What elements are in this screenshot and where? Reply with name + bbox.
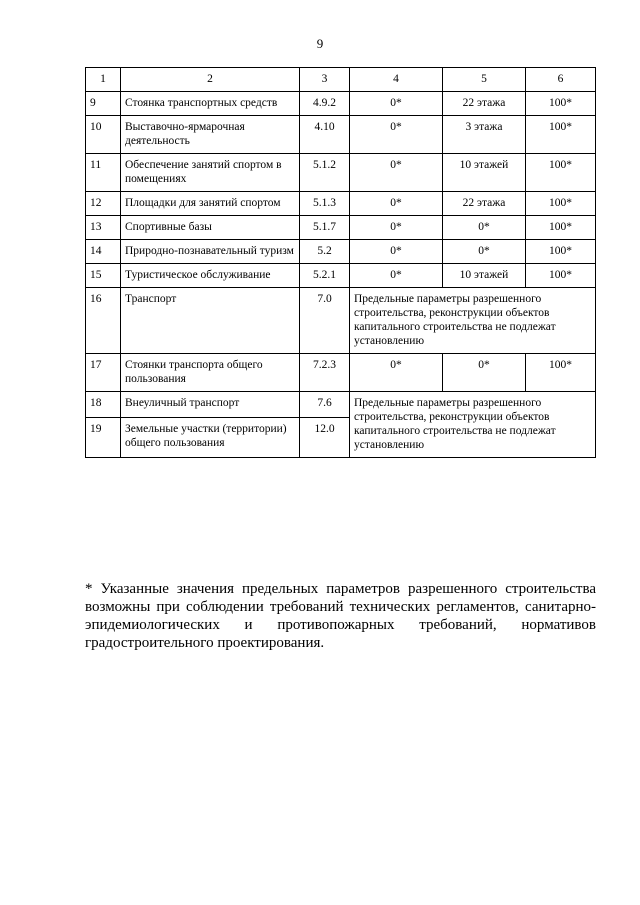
row-value-4: 0* [350, 240, 443, 264]
row-value-5: 22 этажа [443, 92, 526, 116]
row-name: Земельные участки (территории) общего пользования [121, 417, 300, 457]
row-value-5: 10 этажей [443, 154, 526, 192]
row-name: Стоянка транспортных средств [121, 92, 300, 116]
row-name: Туристическое обслуживание [121, 264, 300, 288]
row-value-4: 0* [350, 264, 443, 288]
table-row [86, 354, 596, 392]
row-value-5: 10 этажей [443, 264, 526, 288]
row-name: Внеуличный транспорт [121, 392, 300, 418]
header-cell: 6 [526, 68, 596, 92]
row-value-6: 100* [526, 192, 596, 216]
merged-note-cell: Предельные параметры разрешенного строительства, реконструкции объектов капитального строительства не подлежат установлению [350, 392, 596, 458]
row-value-6: 100* [526, 264, 596, 288]
table-row [86, 240, 596, 264]
row-number: 11 [86, 154, 121, 192]
row-value-6: 100* [526, 154, 596, 192]
row-name: Природно-познавательный туризм [121, 240, 300, 264]
row-code: 7.2.3 [300, 354, 350, 392]
row-value-6: 100* [526, 216, 596, 240]
header-cell: 5 [443, 68, 526, 92]
table-row [86, 288, 596, 354]
row-number: 19 [86, 417, 121, 457]
row-code: 12.0 [300, 417, 350, 457]
row-value-5: 3 этажа [443, 116, 526, 154]
table-row [86, 116, 596, 154]
row-value-5: 22 этажа [443, 192, 526, 216]
row-number: 13 [86, 216, 121, 240]
row-code: 4.10 [300, 116, 350, 154]
row-number: 12 [86, 192, 121, 216]
row-value-4: 0* [350, 192, 443, 216]
row-code: 5.1.3 [300, 192, 350, 216]
row-number: 17 [86, 354, 121, 392]
row-number: 14 [86, 240, 121, 264]
row-number: 16 [86, 288, 121, 354]
header-cell: 2 [121, 68, 300, 92]
row-number: 18 [86, 392, 121, 418]
row-code: 5.2.1 [300, 264, 350, 288]
table-row [86, 92, 596, 116]
table-row [86, 154, 596, 192]
row-name: Выставочно-ярмарочная деятельность [121, 116, 300, 154]
row-value-4: 0* [350, 216, 443, 240]
parameters-table [85, 67, 596, 458]
row-value-6: 100* [526, 354, 596, 392]
row-number: 15 [86, 264, 121, 288]
row-value-5: 0* [443, 240, 526, 264]
row-value-4: 0* [350, 116, 443, 154]
merged-note-cell: Предельные параметры разрешенного строительства, реконструкции объектов капитального строительства не подлежат установлению [350, 288, 596, 354]
row-value-6: 100* [526, 92, 596, 116]
row-value-5: 0* [443, 216, 526, 240]
row-code: 5.1.7 [300, 216, 350, 240]
row-code: 4.9.2 [300, 92, 350, 116]
row-value-5: 0* [443, 354, 526, 392]
table-header-row [86, 68, 596, 92]
row-code: 7.6 [300, 392, 350, 418]
row-value-4: 0* [350, 154, 443, 192]
footnote: * Указанные значения предельных параметров разрешенного строительства возможны при соблюдении требований технических регламентов, санитарно-эпидемиологических и противопожарных требований, нормативов градостроительного проектирования. [85, 581, 596, 651]
table-row [86, 216, 596, 240]
row-value-4: 0* [350, 354, 443, 392]
row-code: 7.0 [300, 288, 350, 354]
row-value-6: 100* [526, 240, 596, 264]
row-number: 9 [86, 92, 121, 116]
row-code: 5.2 [300, 240, 350, 264]
row-name: Площадки для занятий спортом [121, 192, 300, 216]
table-row [86, 192, 596, 216]
row-name: Спортивные базы [121, 216, 300, 240]
row-value-6: 100* [526, 116, 596, 154]
row-name: Транспорт [121, 288, 300, 354]
page-number: 9 [316, 36, 324, 51]
row-code: 5.1.2 [300, 154, 350, 192]
row-number: 10 [86, 116, 121, 154]
header-cell: 4 [350, 68, 443, 92]
row-name: Стоянки транспорта общего пользования [121, 354, 300, 392]
header-cell: 3 [300, 68, 350, 92]
table-row [86, 392, 596, 418]
header-cell: 1 [86, 68, 121, 92]
table-row [86, 264, 596, 288]
row-name: Обеспечение занятий спортом в помещениях [121, 154, 300, 192]
row-value-4: 0* [350, 92, 443, 116]
